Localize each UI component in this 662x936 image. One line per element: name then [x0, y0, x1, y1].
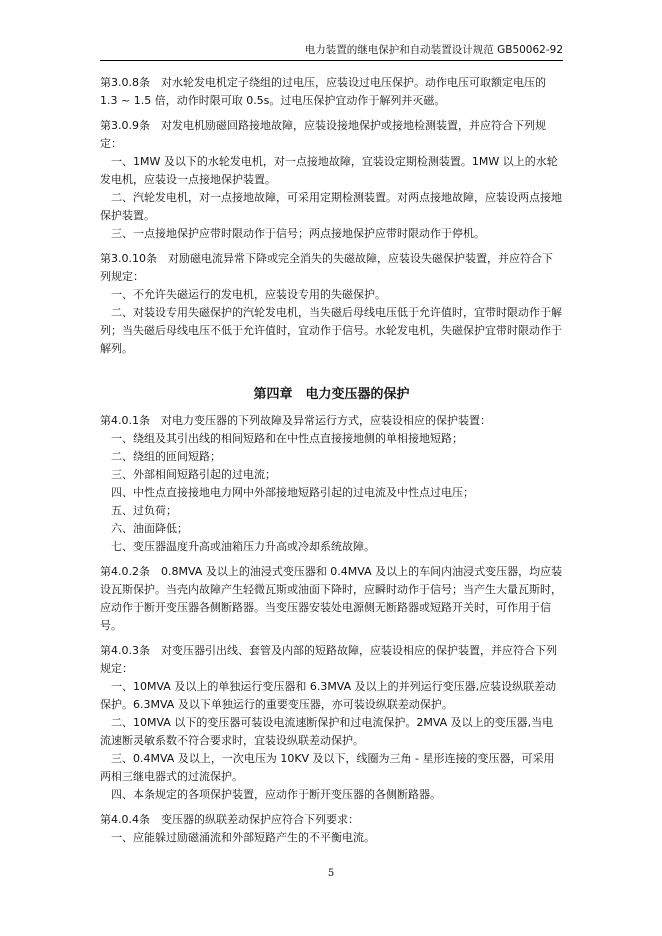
article-item: 三、一点接地保护应带时限动作于信号；两点接地保护应带时限动作于停机。: [111, 227, 485, 240]
article-3-0-9: [100, 117, 563, 243]
article-item: 三、外部相间短路引起的过电流；: [111, 468, 276, 481]
article-item: 四、本条规定的各项保护装置，应动作于断开变压器的各侧断路器。: [111, 788, 441, 801]
article-item: 七、变压器温度升高或油箱压力升高或冷却系统故障。: [111, 540, 375, 553]
article-4-0-1: [100, 412, 563, 556]
article-item: 二、对装设专用失磁保护的汽轮发电机，当失磁后母线电压低于允许值时，宜带时限动作于解列；当失磁后母线电压不低于允许值时，宜动作于信号。水轮发电机，失磁保护宜带时限动作于解列。: [100, 306, 562, 355]
article-text: 第4.0.2条 0.8MVA 及以上的油浸式变压器和 0.4MVA 及以上的车间内油浸式变压器，均应装设瓦斯保护。当壳内故障产生轻微瓦斯或油面下降时，应瞬时动作于信号；当产生大量瓦斯时，应动作于断开变压器各侧断路器。当变压器安装处电源侧无断路器或短路开关时，可作用于信号。: [100, 565, 563, 632]
document-body: [100, 74, 563, 847]
article-3-0-8: [100, 74, 563, 110]
article-4-0-2: [100, 563, 563, 635]
article-4-0-4: [100, 811, 563, 847]
article-3-0-10: [100, 250, 563, 358]
article-lead: 第4.0.1条 对电力变压器的下列故障及异常运行方式，应装设相应的保护装置：: [100, 414, 491, 427]
article-item: 一、1MW 及以下的水轮发电机，对一点接地故障，宜装设定期检测装置。1MW 以上的水轮发电机，应装设一点接地保护装置。: [100, 155, 558, 186]
article-item: 二、10MVA 以下的变压器可装设电流速断保护和过电流保护。2MVA 及以上的变压器,当电流速断灵敏系数不符合要求时，宜装设纵联差动保护。: [100, 716, 554, 747]
article-item: 二、绕组的匝间短路；: [111, 450, 221, 463]
article-item: 一、不允许失磁运行的发电机，应装设专用的失磁保护。: [111, 288, 386, 301]
header-title: 电力装置的继电保护和自动装置设计规范 GB50062-92: [304, 44, 563, 56]
article-4-0-3: [100, 642, 563, 804]
article-text: 第3.0.8条 对水轮发电机定子绕组的过电压，应装设过电压保护。动作电压可取额定电压的 1.3 ~ 1.5 倍，动作时限可取 0.5s。过电压保护宜动作于解列并灭磁。: [100, 76, 546, 107]
page-number: 5: [327, 868, 335, 879]
article-item: 四、中性点直接接地电力网中外部接地短路引起的过电流及中性点过电压；: [111, 486, 474, 499]
article-item: 一、绕组及其引出线的相间短路和在中性点直接接地侧的单相接地短路；: [111, 432, 463, 445]
article-lead: 第3.0.9条 对发电机励磁回路接地故障，应装设接地保护或接地检测装置，并应符合下列规定：: [100, 119, 546, 150]
chapter-heading: 第四章 电力变压器的保护: [253, 387, 410, 402]
article-lead: 第3.0.10条 对励磁电流异常下降或完全消失的失磁故障，应装设失磁保护装置，并应符合下列规定：: [100, 252, 553, 283]
article-item: 二、汽轮发电机，对一点接地故障，可采用定期检测装置。对两点接地故障，应装设两点接地保护装置。: [100, 191, 562, 222]
article-lead: 第4.0.4条 变压器的纵联差动保护应符合下列要求：: [100, 813, 359, 826]
article-item: 六、油面降低；: [111, 522, 188, 535]
article-lead: 第4.0.3条 对变压器引出线、套管及内部的短路故障，应装设相应的保护装置，并应符合下列规定：: [100, 644, 557, 675]
article-item: 一、应能躲过励磁涌流和外部短路产生的不平衡电流。: [111, 831, 375, 844]
article-item: 五、过负荷；: [111, 504, 177, 517]
article-item: 一、10MVA 及以上的单独运行变压器和 6.3MVA 及以上的并列运行变压器,应装设纵联差动保护。6.3MVA 及以下单独运行的重要变压器，亦可装设纵联差动保护。: [100, 680, 557, 711]
article-item: 三、0.4MVA 及以上，一次电压为 10KV 及以下，线圈为三角 - 星形连接的变压器，可采用两相三继电器式的过流保护。: [100, 752, 555, 783]
page-header: [100, 42, 563, 61]
